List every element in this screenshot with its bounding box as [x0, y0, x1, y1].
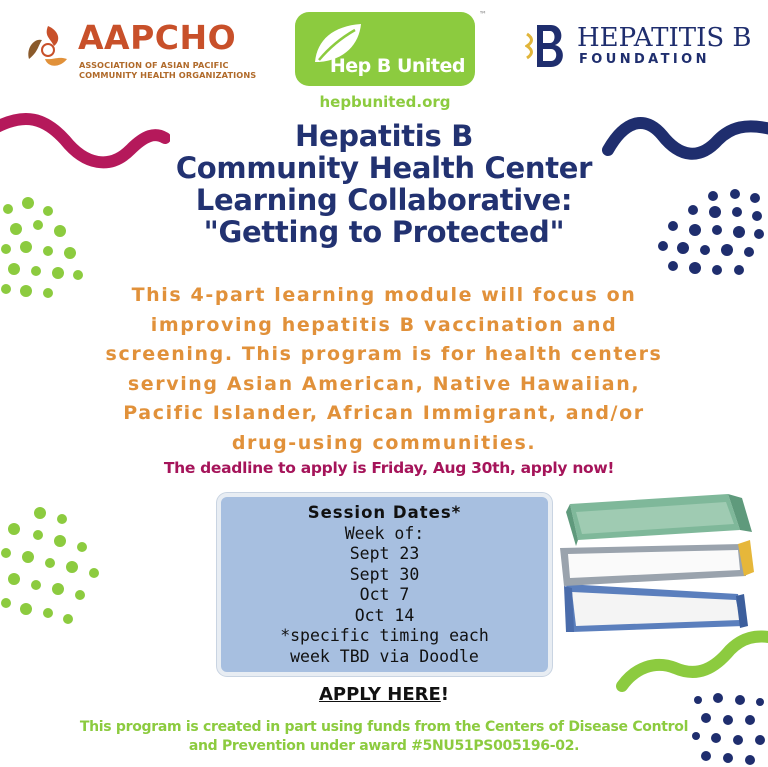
page-title — [0, 120, 768, 248]
description-line: screening. This program is for health centers — [105, 343, 663, 365]
session-date: Sept 23 — [349, 544, 420, 563]
hbf-logo-icon — [525, 22, 569, 70]
hepatitis-b-foundation-logo — [525, 22, 750, 72]
program-description — [0, 281, 768, 458]
hep-b-united-logo — [295, 10, 487, 86]
description-line: drug-using communities. — [231, 431, 537, 454]
green-dots-bottom-left-decoration — [0, 505, 105, 630]
hbf-name-line1: HEPATITIS B — [577, 23, 752, 53]
description-line: improving hepatitis B vaccination and — [150, 313, 618, 336]
title-line: Learning Collaborative: — [195, 183, 573, 217]
aapcho-subtitle-line2: COMMUNITY HEALTH ORGANIZATIONS — [79, 70, 257, 80]
session-dates-box — [217, 493, 552, 676]
trademark-symbol: ™ — [479, 10, 487, 19]
title-line: "Getting to Protected" — [203, 215, 565, 249]
apply-exclamation: ! — [440, 684, 450, 705]
session-note-line2: week TBD via Doodle — [290, 646, 479, 666]
aapcho-logo — [22, 20, 262, 80]
title-line: Hepatitis B — [294, 119, 474, 153]
hep-b-united-name: Hep B United — [329, 55, 465, 77]
aapcho-logo-icon — [22, 22, 74, 74]
hep-b-united-url[interactable]: hepbunited.org — [319, 93, 451, 111]
week-of-label: Week of: — [344, 523, 425, 543]
footer-line: This program is created in part using funds from the Centers of Disease Control — [79, 719, 689, 735]
deadline-notice: The deadline to apply is Friday, Aug 30th, apply now! — [163, 459, 615, 477]
session-date: Oct 7 — [359, 585, 410, 604]
hbf-name-line2: FOUNDATION — [579, 52, 710, 67]
session-note-line1: *specific timing each — [280, 626, 489, 645]
session-date: Sept 30 — [349, 564, 420, 584]
aapcho-subtitle-line1: ASSOCIATION OF ASIAN PACIFIC — [79, 60, 229, 70]
title-line: Community Health Center — [175, 151, 593, 185]
funding-footer — [0, 718, 768, 756]
description-line: This 4-part learning module will focus on — [131, 284, 637, 306]
session-dates-title: Session Dates* — [307, 503, 462, 522]
session-date: Oct 14 — [354, 605, 415, 625]
books-stack-icon — [558, 492, 758, 642]
aapcho-name: AAPCHO — [78, 18, 237, 57]
footer-line: and Prevention under award #5NU51PS005196-02. — [188, 738, 580, 754]
apply-here-link[interactable]: APPLY HERE — [318, 684, 441, 705]
description-line: serving Asian American, Native Hawaiian, — [127, 372, 641, 395]
apply-section — [0, 684, 768, 705]
description-line: Pacific Islander, African Immigrant, and/or — [123, 402, 645, 424]
